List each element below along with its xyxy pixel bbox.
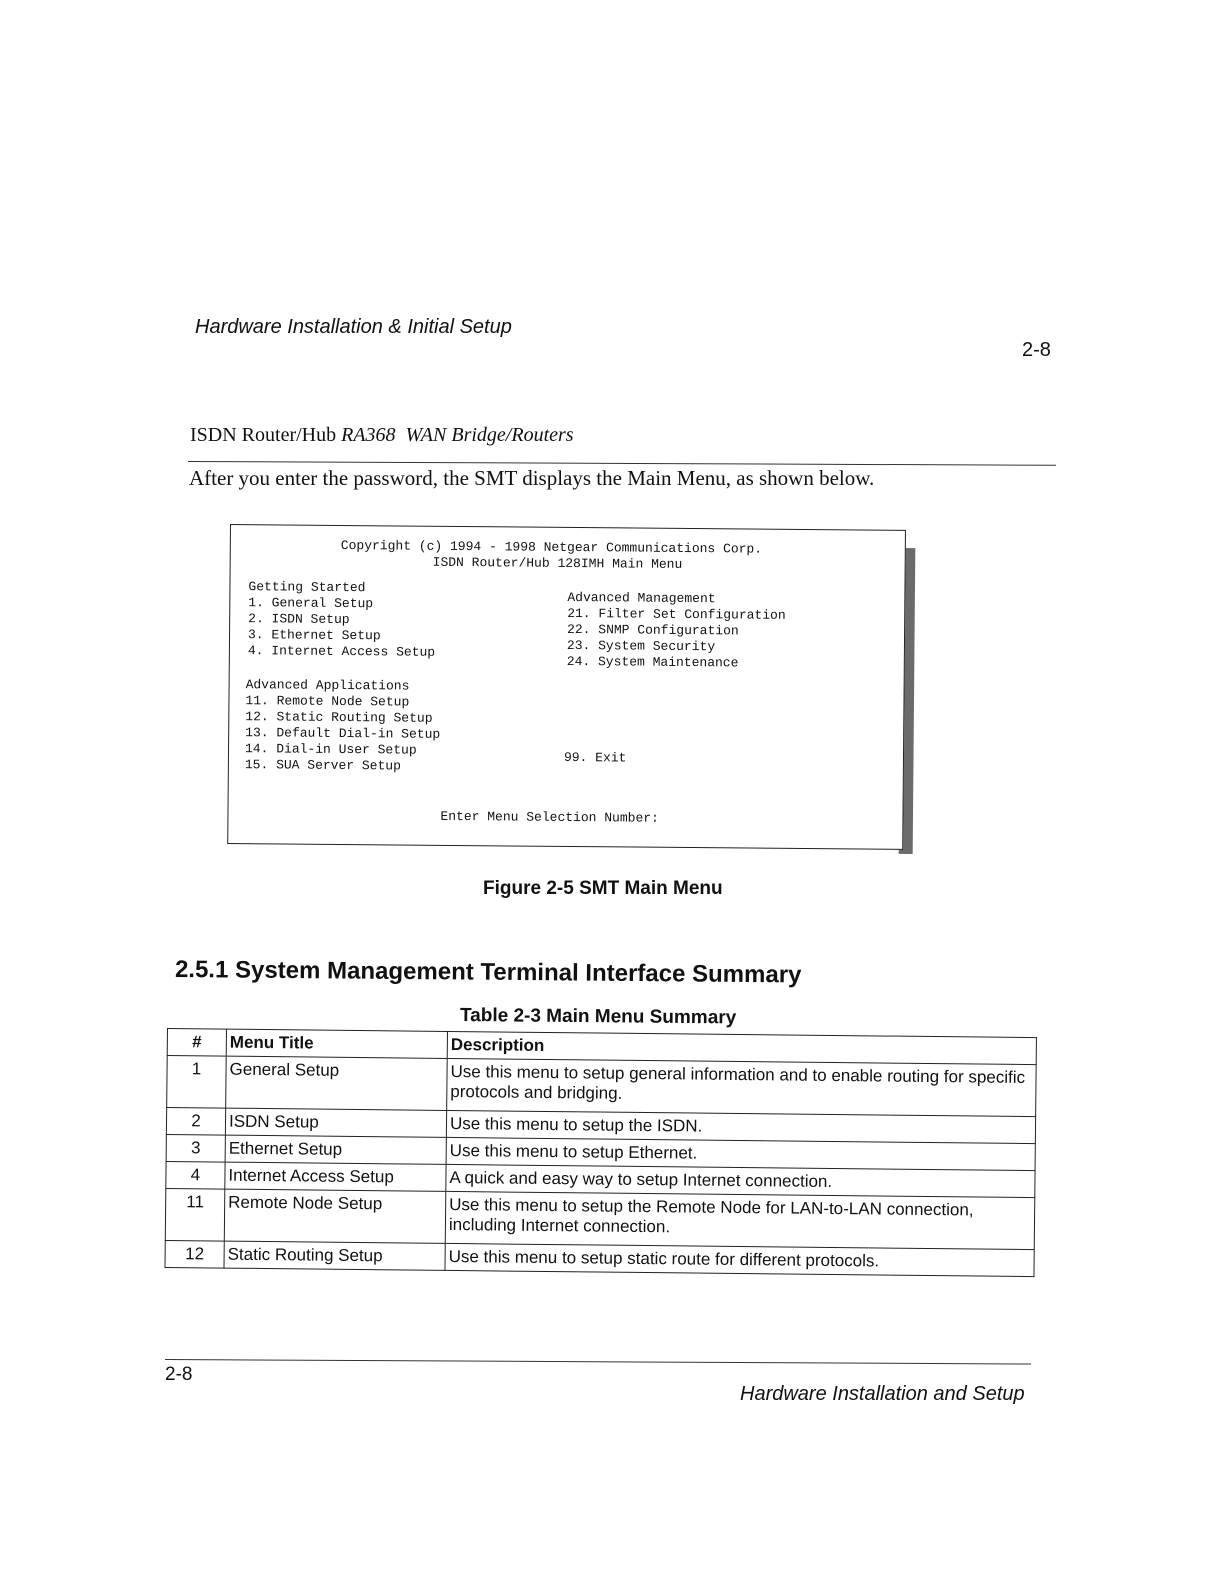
menu-item-system-maintenance[interactable]: 24. System Maintenance [566, 653, 739, 671]
row-description: Use this menu to setup static route for different protocols. [445, 1243, 1034, 1276]
menu-item-snmp-configuration[interactable]: 22. SNMP Configuration [567, 621, 739, 639]
footer-rule [165, 1359, 1031, 1365]
row-description: Use this menu to setup the Remote Node for LAN-to-LAN connection, including Internet connection. [445, 1191, 1035, 1249]
row-number: 11 [165, 1188, 225, 1241]
main-menu-summary-table [164, 1028, 1036, 1277]
column-header-number: # [167, 1029, 226, 1057]
menu-item-internet-access-setup[interactable]: 4. Internet Access Setup [247, 643, 436, 660]
terminal-selection-prompt[interactable]: Enter Menu Selection Number: [440, 808, 659, 826]
running-header-title: Hardware Installation & Initial Setup [195, 316, 512, 338]
terminal-copyright: Copyright (c) 1994 - 1998 Netgear Communications Corp. [340, 537, 763, 557]
table-row [165, 1188, 1034, 1249]
table-caption: Table 2-3 Main Menu Summary [459, 1005, 737, 1029]
row-menu-title: ISDN Setup [225, 1108, 446, 1137]
menu-item-remote-node-setup[interactable]: 11. Remote Node Setup [245, 693, 410, 710]
figure-caption: Figure 2-5 SMT Main Menu [483, 878, 723, 899]
row-menu-title: General Setup [226, 1056, 448, 1110]
row-number: 12 [165, 1240, 224, 1268]
breadcrumb-model: RA368 [341, 424, 396, 446]
terminal-menu-title: ISDN Router/Hub 128IMH Main Menu [432, 554, 683, 572]
page-number-bottom: 2-8 [165, 1364, 193, 1385]
row-description: A quick and easy way to setup Internet connection. [446, 1164, 1035, 1197]
menu-item-dial-in-user-setup[interactable]: 14. Dial-in User Setup [244, 741, 417, 758]
menu-item-isdn-setup[interactable]: 2. ISDN Setup [248, 611, 350, 628]
page-number-top: 2-8 [1022, 339, 1051, 361]
row-description: Use this menu to setup Ethernet. [446, 1137, 1035, 1170]
terminal-group-heading: Advanced Applications [245, 677, 410, 694]
running-footer-title: Hardware Installation and Setup [740, 1383, 1025, 1405]
menu-item-exit[interactable]: 99. Exit [563, 749, 627, 766]
column-header-menu-title: Menu Title [226, 1029, 447, 1058]
breadcrumb-category: WAN Bridge/Routers [405, 424, 574, 446]
menu-item-default-dial-in-setup[interactable]: 13. Default Dial-in Setup [245, 725, 441, 742]
row-number: 1 [167, 1056, 227, 1109]
menu-item-ethernet-setup[interactable]: 3. Ethernet Setup [247, 627, 381, 644]
row-number: 2 [166, 1108, 225, 1136]
row-number: 4 [166, 1161, 225, 1189]
breadcrumb [190, 424, 574, 447]
row-menu-title: Ethernet Setup [225, 1135, 446, 1164]
row-menu-title: Remote Node Setup [224, 1189, 446, 1243]
table-row [167, 1056, 1036, 1117]
menu-item-sua-server-setup[interactable]: 15. SUA Server Setup [244, 757, 401, 774]
column-header-description: Description [447, 1031, 1036, 1064]
menu-item-static-routing-setup[interactable]: 12. Static Routing Setup [245, 709, 433, 726]
menu-item-system-security[interactable]: 23. System Security [566, 637, 716, 655]
row-description: Use this menu to setup general information and to enable routing for specific protocols and bridging. [447, 1058, 1037, 1116]
terminal-group-heading: Getting Started [248, 579, 366, 596]
row-menu-title: Static Routing Setup [224, 1241, 445, 1270]
terminal-group-heading: Advanced Management [567, 589, 716, 607]
menu-item-general-setup[interactable]: 1. General Setup [248, 595, 374, 612]
row-number: 3 [166, 1134, 225, 1162]
menu-item-filter-set-configuration[interactable]: 21. Filter Set Configuration [567, 605, 786, 623]
row-description: Use this menu to setup the ISDN. [446, 1110, 1035, 1143]
smt-main-menu-screen [227, 524, 906, 850]
row-menu-title: Internet Access Setup [225, 1162, 446, 1191]
breadcrumb-product: ISDN Router/Hub [190, 424, 342, 446]
section-heading: 2.5.1 System Management Terminal Interface Summary [174, 956, 802, 989]
intro-paragraph: After you enter the password, the SMT displays the Main Menu, as shown below. [189, 466, 875, 490]
